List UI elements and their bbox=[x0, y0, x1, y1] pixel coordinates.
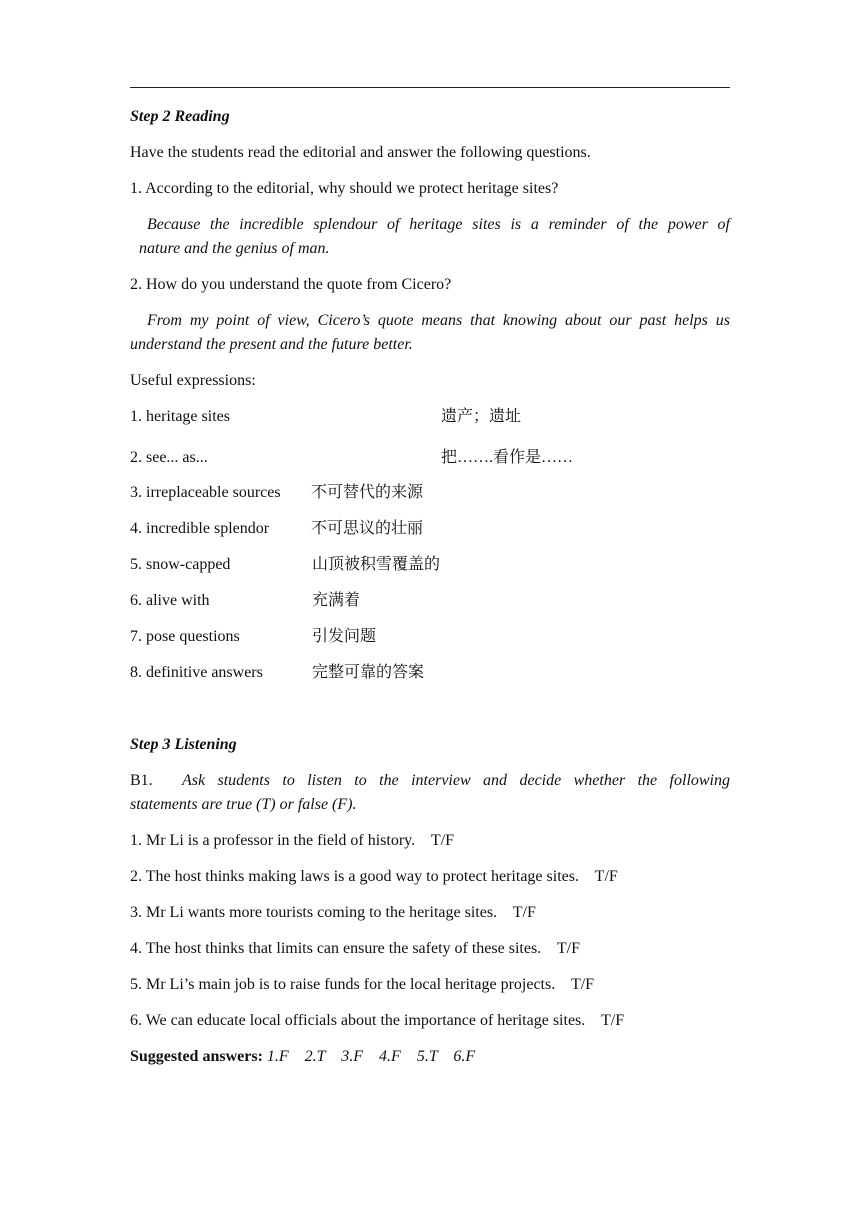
expression-en: 1. heritage sites bbox=[130, 408, 230, 425]
expression-row bbox=[130, 663, 730, 683]
expression-row bbox=[130, 407, 730, 427]
expression-en: 7. pose questions bbox=[130, 628, 240, 645]
statement-item: 5. Mr Li’s main job is to raise funds for the local heritage projects. T/F bbox=[130, 976, 595, 993]
expression-row bbox=[130, 483, 730, 503]
expression-cn: 引发问题 bbox=[312, 628, 377, 645]
expression-en: 4. incredible splendor bbox=[130, 520, 270, 537]
b1-instruction-line-2: statements are true (T) or false (F). bbox=[130, 796, 357, 813]
expression-row bbox=[130, 555, 730, 575]
expression-en: 2. see... as... bbox=[130, 449, 208, 466]
question-1: 1. According to the editorial, why should we protect heritage sites? bbox=[130, 180, 559, 197]
expression-en: 6. alive with bbox=[130, 592, 210, 609]
expression-cn: 遗产；遗址 bbox=[441, 408, 522, 425]
statement-item: 1. Mr Li is a professor in the field of history. T/F bbox=[130, 832, 454, 849]
question-2: 2. How do you understand the quote from Cicero? bbox=[130, 276, 452, 293]
b1-instruction-line-1 bbox=[130, 771, 730, 791]
statement-item: 3. Mr Li wants more tourists coming to the heritage sites. T/F bbox=[130, 904, 536, 921]
expression-en: 3. irreplaceable sources bbox=[130, 484, 281, 501]
useful-expressions-label: Useful expressions: bbox=[130, 372, 256, 389]
expression-cn: 山顶被积雪覆盖的 bbox=[312, 556, 441, 573]
statement-item: 6. We can educate local officials about the importance of heritage sites. T/F bbox=[130, 1012, 625, 1029]
b1-instruction-text: Ask students to listen to the interview and decide whether the following bbox=[182, 772, 730, 789]
expression-en: 8. definitive answers bbox=[130, 664, 263, 681]
answer-2-line-2: understand the present and the future better. bbox=[130, 336, 413, 353]
step2-intro: Have the students read the editorial and answer the following questions. bbox=[130, 144, 591, 161]
b1-label: B1. bbox=[130, 772, 153, 789]
statement-item: 2. The host thinks making laws is a good way to protect heritage sites. T/F bbox=[130, 868, 618, 885]
header-rule bbox=[130, 87, 730, 88]
suggested-answers bbox=[130, 1047, 475, 1067]
expression-row bbox=[130, 627, 730, 647]
expression-row bbox=[130, 591, 730, 611]
expression-en: 5. snow-capped bbox=[130, 556, 231, 573]
expression-cn: 不可思议的壮丽 bbox=[311, 520, 424, 537]
suggested-answers-values: 1.F 2.T 3.F 4.F 5.T 6.F bbox=[266, 1048, 476, 1065]
answer-1-line-1: Because the incredible splendour of heritage sites is a reminder of the power of bbox=[147, 216, 730, 233]
expression-cn: 完整可靠的答案 bbox=[312, 664, 425, 681]
expression-row bbox=[130, 448, 730, 468]
expression-cn: 把…….看作是…… bbox=[441, 449, 574, 466]
expression-cn: 充满着 bbox=[312, 592, 361, 609]
answer-2-line-1: From my point of view, Cicero’s quote means that knowing about our past helps us bbox=[147, 312, 730, 329]
suggested-answers-label: Suggested answers: bbox=[130, 1048, 263, 1065]
expression-row bbox=[130, 519, 730, 539]
answer-1-line-2: nature and the genius of man. bbox=[139, 240, 330, 257]
step2-heading: Step 2 Reading bbox=[130, 108, 230, 125]
expression-cn: 不可替代的来源 bbox=[311, 484, 424, 501]
statement-item: 4. The host thinks that limits can ensure the safety of these sites. T/F bbox=[130, 940, 581, 957]
step3-heading: Step 3 Listening bbox=[130, 736, 237, 753]
